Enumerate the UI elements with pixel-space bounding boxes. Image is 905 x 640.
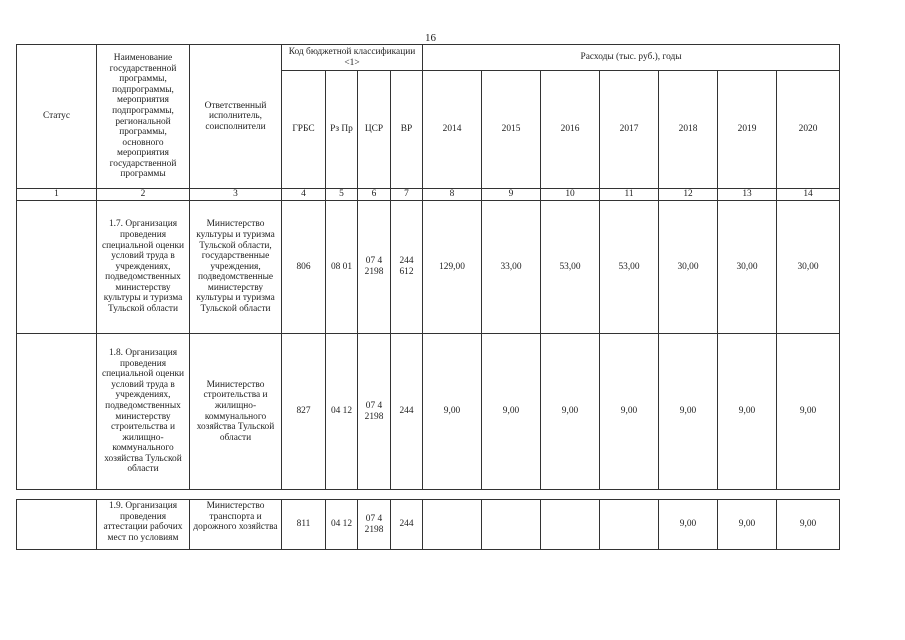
row-status [17, 500, 97, 550]
row-vr: 244 612 [391, 201, 423, 334]
column-number: 3 [190, 189, 282, 201]
row-vr: 244 [391, 334, 423, 490]
row-csr: 07 4 2198 [358, 334, 391, 490]
row-value: 9,00 [777, 334, 840, 490]
row-value: 9,00 [423, 334, 482, 490]
table-row [17, 334, 840, 490]
column-number-row [17, 189, 840, 201]
row-gap-spacer [17, 490, 840, 500]
row-value: 53,00 [600, 201, 659, 334]
header-row-top [17, 45, 840, 71]
page-number: 16 [425, 32, 436, 44]
row-value: 30,00 [718, 201, 777, 334]
header-responsible: Ответственный исполнитель, соисполнители [190, 45, 282, 189]
row-value: 9,00 [482, 334, 541, 490]
row-value: 30,00 [659, 201, 718, 334]
row-value: 129,00 [423, 201, 482, 334]
header-expenses: Расходы (тыс. руб.), годы [423, 45, 840, 71]
row-value [600, 500, 659, 550]
row-gap [17, 490, 840, 500]
column-number: 13 [718, 189, 777, 201]
row-value: 9,00 [541, 334, 600, 490]
header-year: 2017 [600, 71, 659, 189]
column-number: 8 [423, 189, 482, 201]
row-grbs: 806 [282, 201, 326, 334]
header-grbs: ГРБС [282, 71, 326, 189]
row-value [482, 500, 541, 550]
column-number: 10 [541, 189, 600, 201]
row-rzpr: 08 01 [326, 201, 358, 334]
column-number: 14 [777, 189, 840, 201]
header-year: 2016 [541, 71, 600, 189]
header-vr: ВР [391, 71, 423, 189]
header-year: 2018 [659, 71, 718, 189]
header-year: 2014 [423, 71, 482, 189]
column-number: 11 [600, 189, 659, 201]
row-name: 1.7. Организация проведения специальной оценки условий труда в учреждениях, подведомственных министерству культуры и туризма Тульской области [97, 201, 190, 334]
header-rzpr: Рз Пр [326, 71, 358, 189]
header-csr: ЦСР [358, 71, 391, 189]
row-csr: 07 4 2198 [358, 500, 391, 550]
row-grbs: 811 [282, 500, 326, 550]
row-responsible: Министерство культуры и туризма Тульской области, государственные учреждения, подведомственные министерству культуры и туризма Тульской области [190, 201, 282, 334]
column-number: 4 [282, 189, 326, 201]
row-value: 9,00 [718, 500, 777, 550]
header-status: Статус [17, 45, 97, 189]
column-number: 12 [659, 189, 718, 201]
budget-table [16, 44, 840, 550]
column-number: 9 [482, 189, 541, 201]
row-status [17, 334, 97, 490]
row-value: 30,00 [777, 201, 840, 334]
row-value: 9,00 [777, 500, 840, 550]
header-year: 2015 [482, 71, 541, 189]
row-rzpr: 04 12 [326, 500, 358, 550]
row-value [541, 500, 600, 550]
row-name: 1.9. Организация проведения аттестации рабочих мест по условиям [97, 500, 190, 550]
table-row [17, 201, 840, 334]
row-vr: 244 [391, 500, 423, 550]
table-row [17, 500, 840, 550]
row-csr: 07 4 2198 [358, 201, 391, 334]
row-grbs: 827 [282, 334, 326, 490]
row-value: 53,00 [541, 201, 600, 334]
column-number: 2 [97, 189, 190, 201]
header-year: 2019 [718, 71, 777, 189]
column-number: 7 [391, 189, 423, 201]
row-value: 9,00 [659, 334, 718, 490]
column-number: 5 [326, 189, 358, 201]
column-number: 1 [17, 189, 97, 201]
row-name: 1.8. Организация проведения специальной оценки условий труда в учреждениях, подведомственных министерству строительства и жилищно-коммунального хозяйства Тульской области [97, 334, 190, 490]
header-year: 2020 [777, 71, 840, 189]
row-responsible: Министерство строительства и жилищно-коммунального хозяйства Тульской области [190, 334, 282, 490]
header-name: Наименование государственной программы, подпрограммы, мероприятия подпрограммы, региональной программы, основного мероприятия государственной программы [97, 45, 190, 189]
row-rzpr: 04 12 [326, 334, 358, 490]
row-responsible: Министерство транспорта и дорожного хозяйства [190, 500, 282, 550]
header-budget-code: Код бюджетной классификации <1> [282, 45, 423, 71]
row-value: 9,00 [600, 334, 659, 490]
row-value: 9,00 [659, 500, 718, 550]
row-value [423, 500, 482, 550]
row-value: 33,00 [482, 201, 541, 334]
column-number: 6 [358, 189, 391, 201]
row-status [17, 201, 97, 334]
row-value: 9,00 [718, 334, 777, 490]
